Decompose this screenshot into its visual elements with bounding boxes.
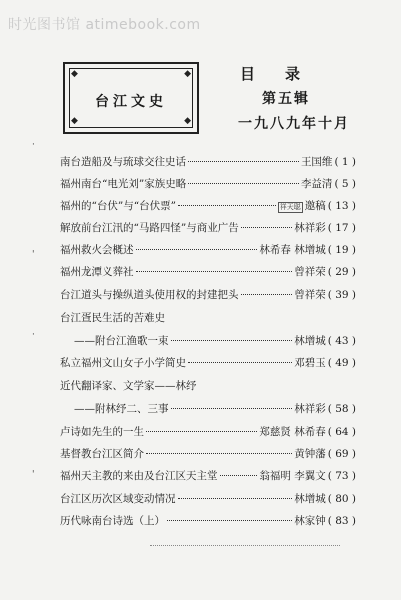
entry-author: 邓碧玉 bbox=[294, 357, 326, 369]
leader-dots bbox=[146, 453, 292, 454]
entry-page: ( 69 ) bbox=[327, 448, 356, 460]
entry-title: 福州南台“电光刘”家族史略 bbox=[60, 178, 187, 190]
toc-entry[interactable] bbox=[60, 154, 356, 170]
leader-dots bbox=[178, 205, 276, 206]
leader-dots bbox=[146, 431, 257, 432]
entry-page: ( 73 ) bbox=[327, 470, 356, 482]
entry-page: ( 19 ) bbox=[327, 244, 356, 256]
entry-page: ( 5 ) bbox=[334, 178, 356, 190]
leader-dots bbox=[178, 498, 293, 499]
entry-page: ( 64 ) bbox=[327, 426, 356, 438]
corner-diamond-icon: ◆ bbox=[71, 69, 78, 79]
entry-author: 李益清 bbox=[300, 178, 333, 190]
bottom-divider bbox=[150, 545, 340, 546]
toc-entry[interactable] bbox=[60, 355, 356, 371]
entry-page: ( 1 ) bbox=[334, 156, 356, 168]
leader-dots bbox=[220, 475, 258, 476]
entry-title: 南台造船及与琉球交往史话 bbox=[60, 156, 186, 168]
toc-entry[interactable] bbox=[60, 446, 356, 462]
margin-mark: · bbox=[32, 330, 35, 340]
book-title: 台江文史 bbox=[95, 94, 167, 110]
corner-diamond-icon: ◆ bbox=[184, 116, 191, 126]
entry-title: 卢诗如先生的一生 bbox=[60, 426, 144, 438]
margin-mark: · bbox=[32, 140, 35, 150]
entry-author: 林增城 bbox=[294, 493, 326, 505]
toc-entry-heading[interactable] bbox=[60, 378, 356, 394]
entry-author: 郑慈贤 林希春 bbox=[259, 426, 326, 438]
leader-dots bbox=[171, 408, 293, 409]
entry-author: 王国维 bbox=[300, 156, 333, 168]
entry-page: ( 49 ) bbox=[327, 357, 356, 369]
entry-page: ( 17 ) bbox=[327, 222, 356, 234]
margin-mark: ' bbox=[32, 250, 35, 260]
toc-entry[interactable] bbox=[60, 513, 356, 529]
publication-date: 一九八九年十月 bbox=[238, 116, 350, 132]
entry-title: 台江疍民生活的苦难史 bbox=[60, 312, 165, 324]
leader-dots bbox=[188, 161, 299, 162]
toc-entry[interactable] bbox=[60, 220, 356, 236]
margin-mark: ' bbox=[32, 470, 35, 480]
entry-title: 福州天主教的来由及台江区天主堂 bbox=[60, 470, 218, 482]
leader-dots bbox=[136, 249, 258, 250]
entry-title: 福州救火会概述 bbox=[60, 244, 134, 256]
entry-title: 福州的“台伏”与“台伏票” bbox=[60, 200, 176, 212]
entry-page: ( 43 ) bbox=[327, 335, 356, 347]
entry-page: ( 13 ) bbox=[327, 200, 356, 212]
entry-author: 林祥彩 bbox=[294, 403, 326, 415]
leader-dots bbox=[241, 294, 293, 295]
toc-entry[interactable] bbox=[60, 242, 356, 258]
entry-title: 私立福州文山女子小学简史 bbox=[60, 357, 186, 369]
entry-author: 曾祥荣 bbox=[294, 289, 326, 301]
entry-author: 林增城 bbox=[294, 335, 326, 347]
entry-author: 曾祥荣 bbox=[294, 266, 326, 278]
toc-entry[interactable] bbox=[60, 176, 356, 192]
entry-title: 历代咏南台诗选（上） bbox=[60, 515, 165, 527]
toc-entry[interactable] bbox=[60, 264, 356, 280]
entry-author: 林家钟 bbox=[294, 515, 326, 527]
entry-title: 福州龙潭义葬社 bbox=[60, 266, 134, 278]
issue-number: 第五辑 bbox=[262, 91, 310, 107]
corner-diamond-icon: ◆ bbox=[71, 116, 78, 126]
entry-page: ( 39 ) bbox=[327, 289, 356, 301]
entry-author: 翁福明 李翼文 bbox=[259, 470, 326, 482]
toc-entry[interactable] bbox=[60, 287, 356, 303]
toc-entry[interactable] bbox=[60, 424, 356, 440]
entry-page: ( 29 ) bbox=[327, 266, 356, 278]
leader-dots bbox=[167, 520, 292, 521]
toc-entry[interactable] bbox=[60, 198, 356, 214]
toc-entry[interactable] bbox=[60, 491, 356, 507]
leader-dots bbox=[241, 227, 293, 228]
leader-dots bbox=[188, 183, 299, 184]
entry-title: 台江道头与操纵道头使用权的封建把头 bbox=[60, 289, 239, 301]
leader-dots bbox=[188, 362, 292, 363]
entry-author: 黄钟藩 bbox=[294, 448, 326, 460]
leader-dots bbox=[136, 271, 293, 272]
entry-page: ( 58 ) bbox=[327, 403, 356, 415]
toc-entry-heading[interactable] bbox=[60, 310, 356, 326]
entry-title: ——附林纾二、三事 bbox=[74, 403, 169, 415]
toc-heading: 目录 bbox=[240, 65, 331, 83]
toc-entry[interactable] bbox=[74, 401, 356, 417]
entry-author: 林希春 林增城 bbox=[259, 244, 326, 256]
entry-page: ( 83 ) bbox=[327, 515, 356, 527]
name-stamp: 祥天聪 bbox=[279, 203, 301, 211]
entry-author: 邀稿 bbox=[304, 200, 326, 212]
entry-title: 解放前台江汛的“马路四怪”与商业广告 bbox=[60, 222, 239, 234]
toc-entry[interactable] bbox=[60, 468, 356, 484]
leader-dots bbox=[171, 340, 293, 341]
entry-title: ——附台江渔歌一束 bbox=[74, 335, 169, 347]
watermark: 时光图书馆 atimebook.com bbox=[8, 17, 201, 33]
toc-entry[interactable] bbox=[74, 333, 356, 349]
corner-diamond-icon: ◆ bbox=[184, 69, 191, 79]
entry-title: 基督教台江区简介 bbox=[60, 448, 144, 460]
entry-page: ( 80 ) bbox=[327, 493, 356, 505]
entry-title: 近代翻译家、文学家——林纾 bbox=[60, 380, 197, 392]
entry-author: 林祥彩 bbox=[294, 222, 326, 234]
entry-title: 台江区历次区域变动情况 bbox=[60, 493, 176, 505]
